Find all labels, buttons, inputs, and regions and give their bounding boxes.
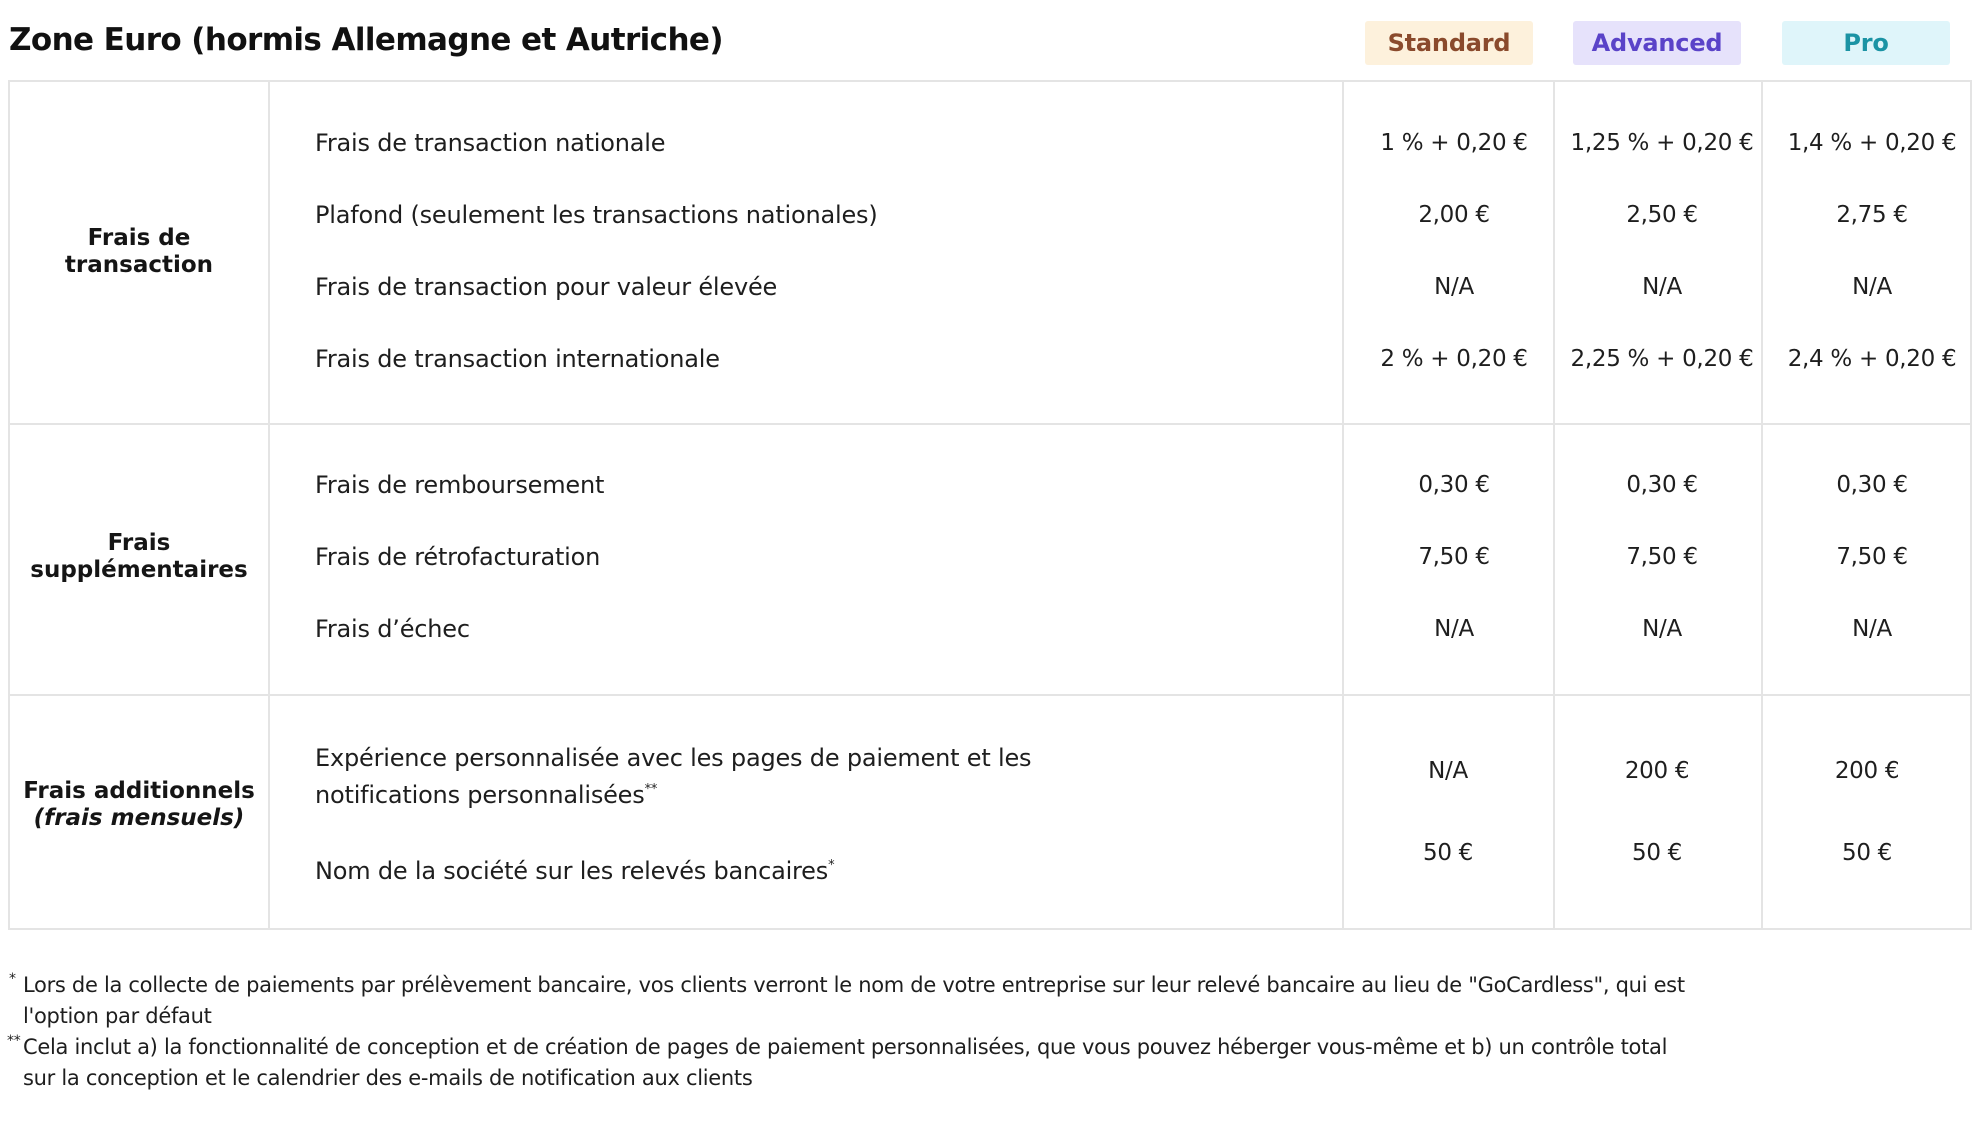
price-standard: 2,00 € xyxy=(1418,202,1490,228)
price-advanced: 1,25 % + 0,20 € xyxy=(1570,130,1754,156)
price-advanced: 0,30 € xyxy=(1626,472,1698,498)
price-standard: 2 % + 0,20 € xyxy=(1380,346,1528,372)
row-label: Frais de transaction nationale xyxy=(315,129,666,157)
section-label-line: Frais xyxy=(107,530,171,556)
price-pro: 7,50 € xyxy=(1836,544,1908,570)
price-advanced: 2,25 % + 0,20 € xyxy=(1570,346,1754,372)
section-label-line: Frais de xyxy=(87,225,191,251)
footnote-mark: * xyxy=(9,971,16,987)
price-pro: 200 € xyxy=(1834,758,1900,784)
price-advanced: 2,50 € xyxy=(1626,202,1698,228)
plan-badge-advanced: Advanced xyxy=(1573,21,1741,65)
price-standard: 7,50 € xyxy=(1418,544,1490,570)
price-standard: N/A xyxy=(1434,616,1474,642)
row-label-text: Nom de la société sur les relevés bancaires xyxy=(315,857,829,885)
row-label: Frais de remboursement xyxy=(315,471,605,499)
price-advanced: N/A xyxy=(1642,616,1682,642)
footnote-mark: * xyxy=(828,858,835,873)
row-label-line: notifications personnalisées xyxy=(315,781,645,809)
price-pro: 1,4 % + 0,20 € xyxy=(1787,130,1957,156)
pricing-table xyxy=(8,80,1972,930)
section-label-line: transaction xyxy=(64,252,214,278)
price-advanced: 200 € xyxy=(1624,758,1690,784)
footnote-mark: ** xyxy=(7,1033,21,1049)
section-label-line: (frais mensuels) xyxy=(33,805,245,831)
footnote xyxy=(9,1032,1729,1094)
row-label xyxy=(315,742,1031,811)
price-advanced: N/A xyxy=(1642,274,1682,300)
price-standard: N/A xyxy=(1428,758,1468,784)
price-pro: N/A xyxy=(1852,274,1892,300)
price-standard: N/A xyxy=(1434,274,1474,300)
column-divider xyxy=(268,82,270,928)
price-pro: 0,30 € xyxy=(1836,472,1908,498)
price-standard: 50 € xyxy=(1422,840,1473,866)
footnote xyxy=(9,970,1729,1032)
plan-badge-standard: Standard xyxy=(1365,21,1533,65)
price-advanced: 7,50 € xyxy=(1626,544,1698,570)
row-label xyxy=(315,850,834,887)
price-pro: 50 € xyxy=(1841,840,1892,866)
section-divider xyxy=(10,423,1970,425)
row-label: Frais de transaction internationale xyxy=(315,345,720,373)
plan-badge-pro: Pro xyxy=(1782,21,1950,65)
section-label-additional xyxy=(10,778,268,832)
price-standard: 1 % + 0,20 € xyxy=(1380,130,1528,156)
footnote-text: Cela inclut a) la fonctionnalité de conception et de création de pages de paiement personnalisées, que vous pouvez héberger vous-même et b) un contrôle total xyxy=(23,1035,1668,1059)
price-standard: 0,30 € xyxy=(1418,472,1490,498)
price-advanced: 50 € xyxy=(1631,840,1682,866)
section-label-line: Frais additionnels xyxy=(23,778,255,804)
section-label-supplementary xyxy=(10,530,268,584)
section-label-transaction xyxy=(10,225,268,279)
section-divider xyxy=(10,694,1970,696)
row-label-line: Expérience personnalisée avec les pages de paiement et les xyxy=(315,744,1032,772)
row-label: Frais de rétrofacturation xyxy=(315,543,601,571)
price-pro: 2,75 € xyxy=(1836,202,1908,228)
section-label-line: supplémentaires xyxy=(30,557,248,583)
price-pro: 2,4 % + 0,20 € xyxy=(1787,346,1957,372)
footnote-text: Lors de la collecte de paiements par prélèvement bancaire, vos clients verront le nom de votre entreprise sur leur relevé bancaire au lieu de "GoCardless", qui est xyxy=(23,973,1685,997)
footnote-text: l'option par défaut xyxy=(23,1004,212,1028)
footnote-text: sur la conception et le calendrier des e-mails de notification aux clients xyxy=(23,1066,753,1090)
page-title: Zone Euro (hormis Allemagne et Autriche) xyxy=(9,22,723,58)
price-pro: N/A xyxy=(1852,616,1892,642)
footnotes xyxy=(9,970,1729,1094)
row-label: Frais d’échec xyxy=(315,615,470,643)
row-label: Plafond (seulement les transactions nationales) xyxy=(315,201,878,229)
footnote-mark: ** xyxy=(644,782,658,797)
row-label: Frais de transaction pour valeur élevée xyxy=(315,273,778,301)
